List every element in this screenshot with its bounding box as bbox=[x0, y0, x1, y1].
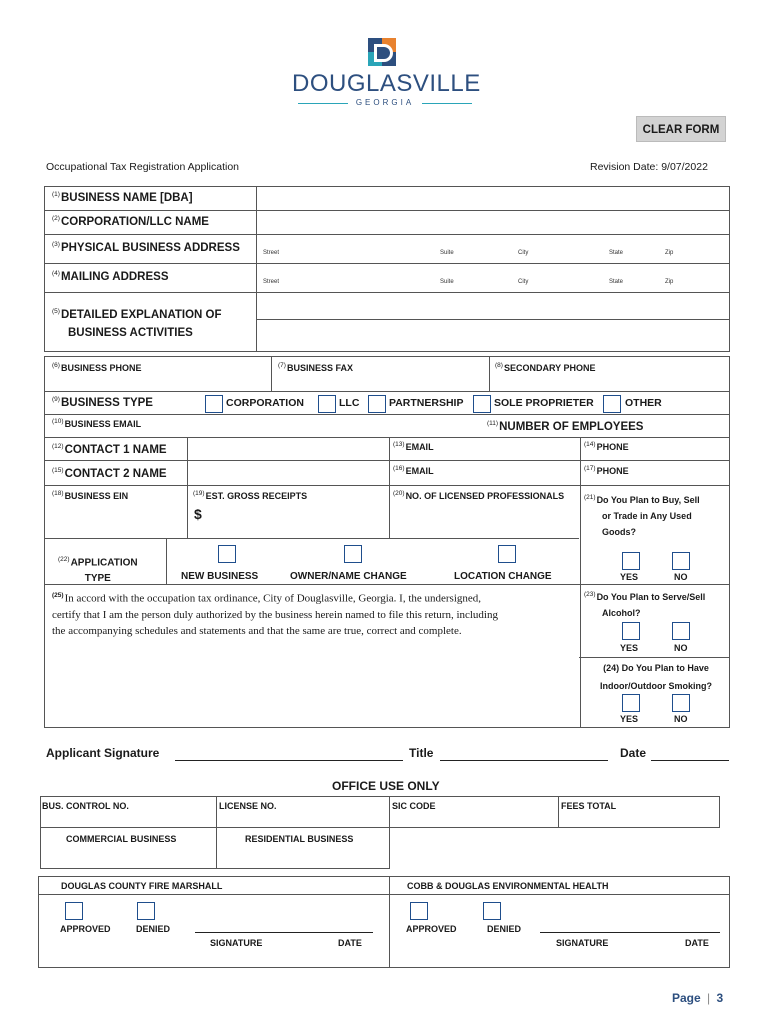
mailing-zip-label: Zip bbox=[665, 279, 674, 285]
field-physical-address-label: $^{(3)}$PHYSICAL BUSINESS ADDRESS bbox=[52, 241, 240, 254]
field-business-type-label: $^{(9)}$BUSINESS TYPE bbox=[52, 396, 153, 409]
field-licensed-professionals-label: $^{(20)}$NO. OF LICENSED PROFESSIONALS bbox=[393, 490, 565, 501]
fire-signature-line[interactable] bbox=[195, 932, 373, 933]
field-alcohol-label: $^{(23)}$Do You Plan to Serve/Sell Alcohol? bbox=[584, 591, 706, 618]
used-goods-yes-label: YES bbox=[620, 572, 639, 582]
title-label: Title bbox=[409, 746, 434, 760]
used-goods-no-label: NO bbox=[674, 572, 688, 582]
field-contact1-email-label: $^{(13)}$EMAIL bbox=[393, 441, 434, 452]
field-business-phone-label: $^{(6)}$BUSINESS PHONE bbox=[52, 362, 142, 373]
field-contact2-email-label: $^{(16)}$EMAIL bbox=[393, 465, 434, 476]
license-no-label: LICENSE NO. bbox=[219, 801, 277, 811]
field-application-type-label: $^{(22)}$APPLICATION TYPE bbox=[58, 556, 138, 585]
physical-street-label: Street bbox=[263, 250, 280, 256]
field-business-activities-label: $^{(5)}$DETAILED EXPLANATION OF BUSINESS ACTIVITIES bbox=[52, 308, 222, 339]
field-business-email-label: $^{(10)}$BUSINESS EMAIL bbox=[52, 418, 142, 429]
field-corporation-name-label: $^{(2)}$CORPORATION/LLC NAME bbox=[52, 215, 209, 228]
mailing-suite-label: Suite bbox=[440, 279, 454, 285]
other-label: OTHER bbox=[625, 397, 662, 409]
env-signature-line[interactable] bbox=[540, 932, 720, 933]
field-business-ein-label: $^{(18)}$BUSINESS EIN bbox=[52, 490, 129, 501]
revision-date: Revision Date: 9/07/2022 bbox=[590, 161, 708, 173]
field-mailing-address-label: $^{(4)}$MAILING ADDRESS bbox=[52, 270, 169, 283]
smoking-yes-label: YES bbox=[620, 714, 639, 724]
title-line[interactable] bbox=[440, 760, 608, 761]
new-business-label: NEW BUSINESS bbox=[181, 571, 259, 582]
env-date-label: DATE bbox=[685, 938, 709, 948]
fire-signature-label: SIGNATURE bbox=[210, 938, 263, 948]
mailing-street-label: Street bbox=[263, 279, 280, 285]
page-num: 3 bbox=[716, 991, 724, 1005]
mailing-city-label: City bbox=[518, 279, 529, 285]
field-smoking-label: (24) Do You Plan to Have Indoor/Outdoor Smoking? bbox=[600, 663, 712, 691]
logo-name: DOUGLASVILLE bbox=[292, 70, 481, 97]
used-goods-yes-checkbox[interactable] bbox=[622, 552, 640, 570]
env-approved-checkbox[interactable] bbox=[410, 902, 428, 920]
bus-control-label: BUS. CONTROL NO. bbox=[42, 801, 129, 811]
alcohol-yes-checkbox[interactable] bbox=[622, 622, 640, 640]
used-goods-no-checkbox[interactable] bbox=[672, 552, 690, 570]
page-label: Page bbox=[672, 991, 701, 1005]
field-employees-label: $^{(11)}$NUMBER OF EMPLOYEES bbox=[487, 420, 644, 433]
corporation-name-input[interactable] bbox=[258, 212, 728, 233]
page-separator: | bbox=[707, 991, 711, 1005]
field-contact1-name-label: $^{(12)}$CONTACT 1 NAME bbox=[52, 443, 167, 456]
location-change-label: LOCATION CHANGE bbox=[454, 571, 552, 582]
mailing-state-label: State bbox=[609, 279, 624, 285]
alcohol-yes-label: YES bbox=[620, 643, 639, 653]
physical-state-label: State bbox=[609, 250, 624, 256]
owner-name-change-label: OWNER/NAME CHANGE bbox=[290, 571, 407, 582]
new-business-checkbox[interactable] bbox=[218, 545, 236, 563]
page-number bbox=[672, 991, 723, 1005]
other-checkbox[interactable] bbox=[603, 395, 621, 413]
physical-address-input[interactable] bbox=[258, 236, 728, 262]
logo-right-rule bbox=[422, 103, 472, 104]
alcohol-no-checkbox[interactable] bbox=[672, 622, 690, 640]
sole-proprieter-checkbox[interactable] bbox=[473, 395, 491, 413]
business-activities-input[interactable] bbox=[258, 294, 728, 350]
fire-denied-label: DENIED bbox=[136, 924, 171, 934]
field-used-goods-label: $^{(21)}$Do You Plan to Buy, Sell or Trade in Any Used Goods? bbox=[584, 494, 700, 537]
fire-denied-checkbox[interactable] bbox=[137, 902, 155, 920]
commercial-business-label: COMMERCIAL BUSINESS bbox=[66, 834, 177, 844]
owner-name-change-checkbox[interactable] bbox=[344, 545, 362, 563]
sic-code-label: SIC CODE bbox=[392, 801, 436, 811]
field-contact2-name-label: $^{(15)}$CONTACT 2 NAME bbox=[52, 467, 167, 480]
fees-total-label: FEES TOTAL bbox=[561, 801, 617, 811]
mailing-address-input[interactable] bbox=[258, 265, 728, 291]
smoking-no-checkbox[interactable] bbox=[672, 694, 690, 712]
field-gross-receipts-label: $^{(19)}$EST. GROSS RECEIPTS bbox=[193, 490, 308, 501]
field-contact1-phone-label: $^{(14)}$PHONE bbox=[584, 441, 629, 452]
env-denied-checkbox[interactable] bbox=[483, 902, 501, 920]
smoking-no-label: NO bbox=[674, 714, 688, 724]
field-secondary-phone-label: $^{(8)}$SECONDARY PHONE bbox=[495, 362, 596, 373]
fire-approved-checkbox[interactable] bbox=[65, 902, 83, 920]
fire-marshall-label: DOUGLAS COUNTY FIRE MARSHALL bbox=[61, 881, 223, 891]
applicant-signature-label: Applicant Signature bbox=[46, 746, 160, 760]
business-name-input[interactable] bbox=[258, 188, 728, 209]
llc-label: LLC bbox=[339, 397, 360, 409]
corporation-label: CORPORATION bbox=[226, 397, 304, 409]
date-label: Date bbox=[620, 746, 647, 760]
fire-date-label: DATE bbox=[338, 938, 362, 948]
clear-form-button[interactable]: CLEAR FORM bbox=[636, 116, 726, 142]
logo-left-rule bbox=[298, 103, 348, 104]
office-use-table bbox=[40, 796, 720, 828]
physical-zip-label: Zip bbox=[665, 250, 674, 256]
residential-business-label: RESIDENTIAL BUSINESS bbox=[245, 834, 354, 844]
location-change-checkbox[interactable] bbox=[498, 545, 516, 563]
attestation-text: $^{(25)}$In accord with the occupation tax ordinance, City of Douglasville, Georgia. I, the undersigned, certify that I am the person duly authorized by the business herein named to file this return, including the accompanying schedules and statements and that the same are true, correct and complete. bbox=[52, 592, 498, 637]
form-title: Occupational Tax Registration Application bbox=[46, 161, 240, 173]
environmental-health-label: COBB & DOUGLAS ENVIRONMENTAL HEALTH bbox=[407, 881, 609, 891]
physical-city-label: City bbox=[518, 250, 529, 256]
logo-sub: GEORGIA bbox=[355, 98, 415, 107]
physical-suite-label: Suite bbox=[440, 250, 454, 256]
gross-receipts-dollar: $ bbox=[194, 506, 202, 522]
field-contact2-phone-label: $^{(17)}$PHONE bbox=[584, 465, 629, 476]
corporation-checkbox[interactable] bbox=[205, 395, 223, 413]
office-use-heading: OFFICE USE ONLY bbox=[332, 779, 440, 793]
llc-checkbox[interactable] bbox=[318, 395, 336, 413]
field-business-name-label: $^{(1)}$BUSINESS NAME [DBA] bbox=[52, 191, 193, 204]
partnership-checkbox[interactable] bbox=[368, 395, 386, 413]
date-line[interactable] bbox=[651, 760, 729, 761]
fire-approved-label: APPROVED bbox=[60, 924, 111, 934]
alcohol-no-label: NO bbox=[674, 643, 688, 653]
logo bbox=[290, 36, 480, 108]
env-approved-label: APPROVED bbox=[406, 924, 457, 934]
field-business-fax-label: $^{(7)}$BUSINESS FAX bbox=[278, 362, 353, 373]
partnership-label: PARTNERSHIP bbox=[389, 397, 464, 409]
applicant-signature-line[interactable] bbox=[175, 760, 403, 761]
sole-proprieter-label: SOLE PROPRIETER bbox=[494, 397, 594, 409]
env-signature-label: SIGNATURE bbox=[556, 938, 609, 948]
env-denied-label: DENIED bbox=[487, 924, 522, 934]
smoking-yes-checkbox[interactable] bbox=[622, 694, 640, 712]
